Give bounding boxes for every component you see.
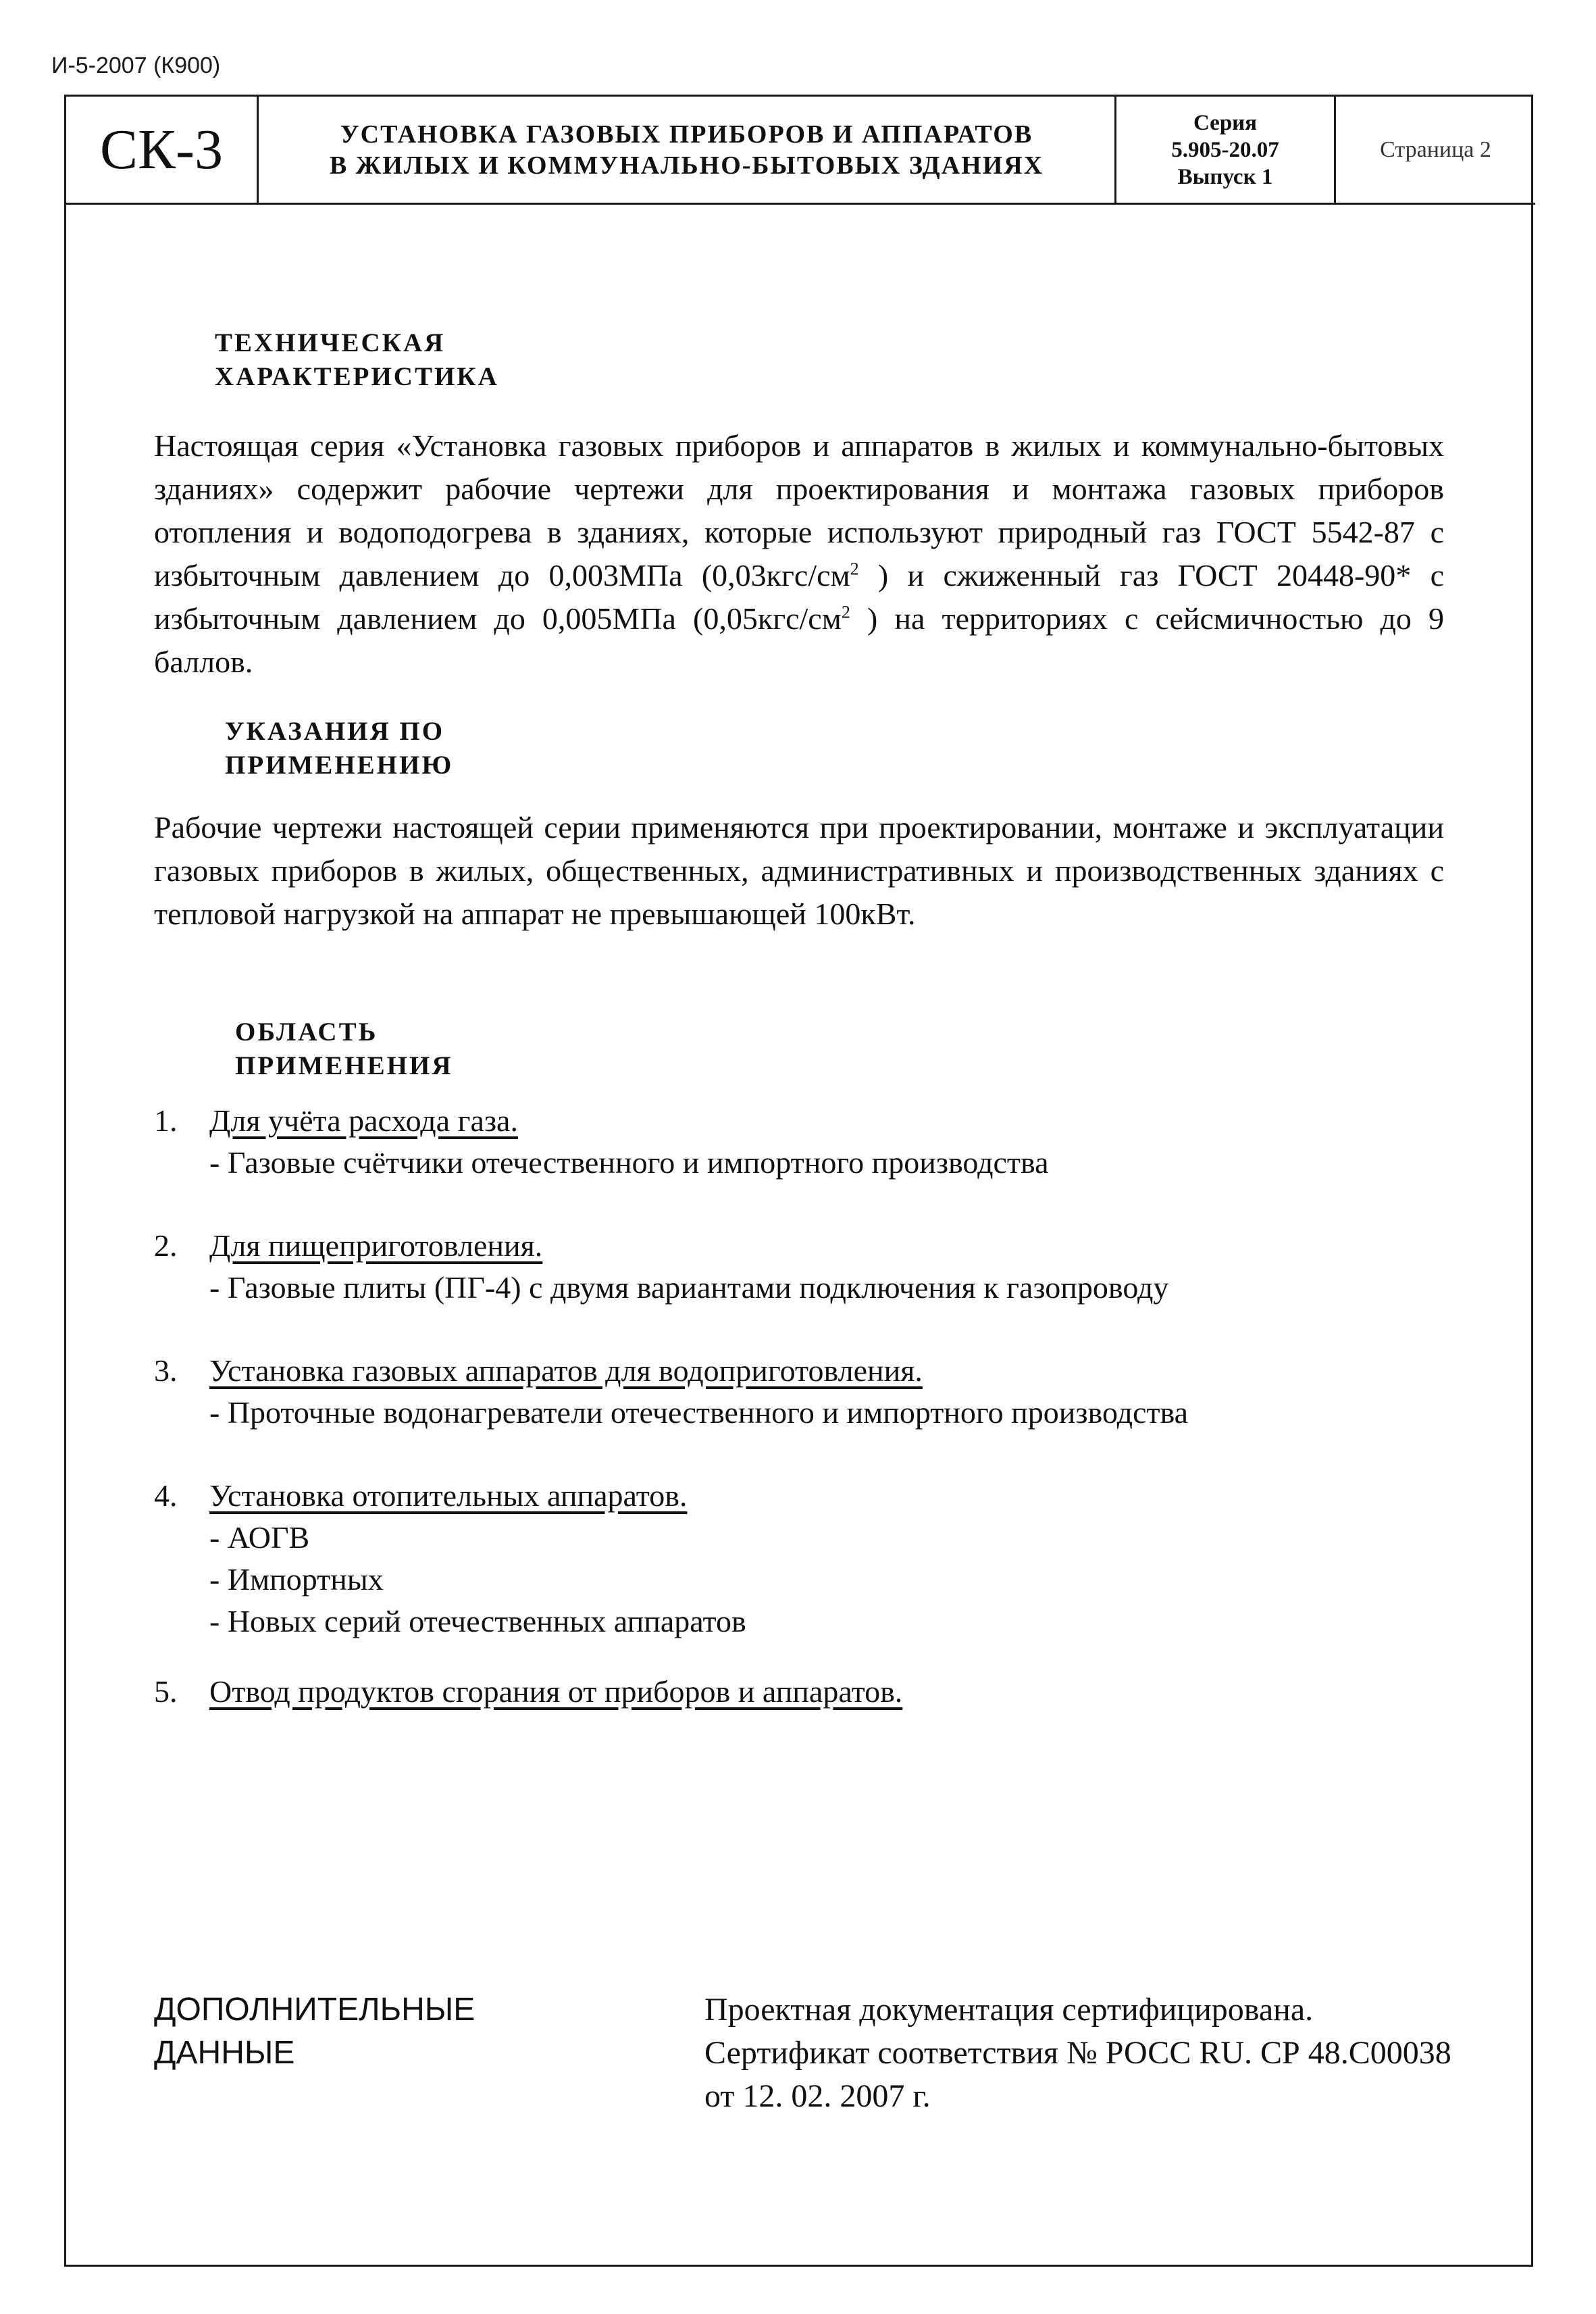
superscript: 2 [850, 559, 859, 579]
tech-text-c: ) на территориях с сейсмичностью до 9 баллов. [154, 601, 1445, 679]
series-title [259, 97, 1116, 203]
list-title: Установка газовых аппаратов для водоприготовления. [209, 1353, 923, 1388]
additional-data-label [154, 1988, 475, 2075]
list-title: Для учёта расхода газа. [209, 1103, 518, 1138]
cert-line: Сертификат соответствия № РОСС RU. СР 48.С00038 [704, 2035, 1451, 2071]
heading-line: ТЕХНИЧЕСКАЯ [215, 328, 446, 357]
superscript: 2 [841, 602, 850, 622]
series-number: 5.905-20.07 [1171, 137, 1279, 162]
heading-line: ПРИМЕНЕНИЮ [225, 751, 454, 780]
list-subitem: - Импортных [209, 1562, 384, 1596]
scope-heading [235, 1015, 453, 1083]
list-subitem: - Газовые счётчики отечественного и импортного производства [209, 1145, 1049, 1180]
issue-number: Выпуск 1 [1177, 164, 1273, 189]
list-number: 1. [154, 1103, 178, 1138]
certificate-info [704, 1988, 1451, 2118]
list-item [154, 1225, 1168, 1309]
heading-line: УКАЗАНИЯ ПО [225, 717, 445, 746]
tech-text-b: ) и сжиженный газ ГОСТ 20448-90* с избыточным давлением до 0,005МПа (0,05кгс/см [154, 558, 1444, 636]
heading-line: ОБЛАСТЬ [235, 1017, 378, 1047]
tech-paragraph [154, 424, 1444, 684]
label-line: ДОПОЛНИТЕЛЬНЫЕ [154, 1992, 475, 2028]
list-title: Отвод продуктов сгорания от приборов и аппаратов. [209, 1674, 903, 1709]
list-subitem: - Проточные водонагреватели отечественного и импортного производства [209, 1395, 1189, 1430]
list-item [154, 1475, 746, 1642]
cert-line: Проектная документация сертифицирована. [704, 1992, 1314, 2028]
label-line: ДАННЫЕ [154, 2035, 295, 2071]
series-info [1116, 97, 1336, 203]
title-line-1: УСТАНОВКА ГАЗОВЫХ ПРИБОРОВ И АППАРАТОВ [340, 120, 1033, 149]
heading-line: ХАРАКТЕРИСТИКА [215, 362, 499, 391]
tech-heading [215, 326, 499, 394]
sheet-code: СК-3 [66, 97, 259, 203]
list-subitem: - АОГВ [209, 1520, 310, 1555]
list-subitem: - Газовые плиты (ПГ-4) с двумя вариантами подключения к газопроводу [209, 1270, 1169, 1305]
usage-paragraph: Рабочие чертежи настоящей серии применяются при проектировании, монтаже и эксплуатации газовых приборов в жилых, общественных, административных и производственных зданиях с тепловой нагрузкой на аппарат не превышающей 100кВт. [154, 810, 1444, 931]
heading-line: ПРИМЕНЕНИЯ [235, 1051, 453, 1080]
page-number: Страница 2 [1380, 136, 1491, 162]
title-line-2: В ЖИЛЫХ И КОММУНАЛЬНО-БЫТОВЫХ ЗДАНИЯХ [329, 151, 1044, 180]
list-title: Для пищеприготовления. [209, 1228, 543, 1263]
page-frame [64, 95, 1533, 2267]
series-label: Серия [1193, 110, 1258, 135]
tech-text-a: Настоящая серия «Установка газовых приборов и аппаратов в жилых и коммунально-бытовых зданиях» содержит рабочие чертежи для проектирования и монтажа газовых приборов отопления и водоподогрева в зданиях, которые используют природный газ ГОСТ 5542-87 с избыточным давлением до 0,003МПа (0,03кгс/см [154, 428, 1444, 593]
list-number: 2. [154, 1228, 178, 1263]
document-code: И-5-2007 (К900) [51, 53, 221, 78]
cert-line: от 12. 02. 2007 г. [704, 2078, 931, 2114]
list-subitem: - Новых серий отечественных аппаратов [209, 1604, 746, 1638]
list-item [154, 1100, 1049, 1184]
list-item [154, 1671, 902, 1713]
list-number: 3. [154, 1353, 178, 1388]
title-block [66, 97, 1535, 205]
usage-heading [225, 715, 453, 782]
list-item [154, 1350, 1188, 1434]
list-number: 5. [154, 1674, 178, 1709]
list-title: Установка отопительных аппаратов. [209, 1478, 688, 1513]
list-number: 4. [154, 1478, 178, 1513]
